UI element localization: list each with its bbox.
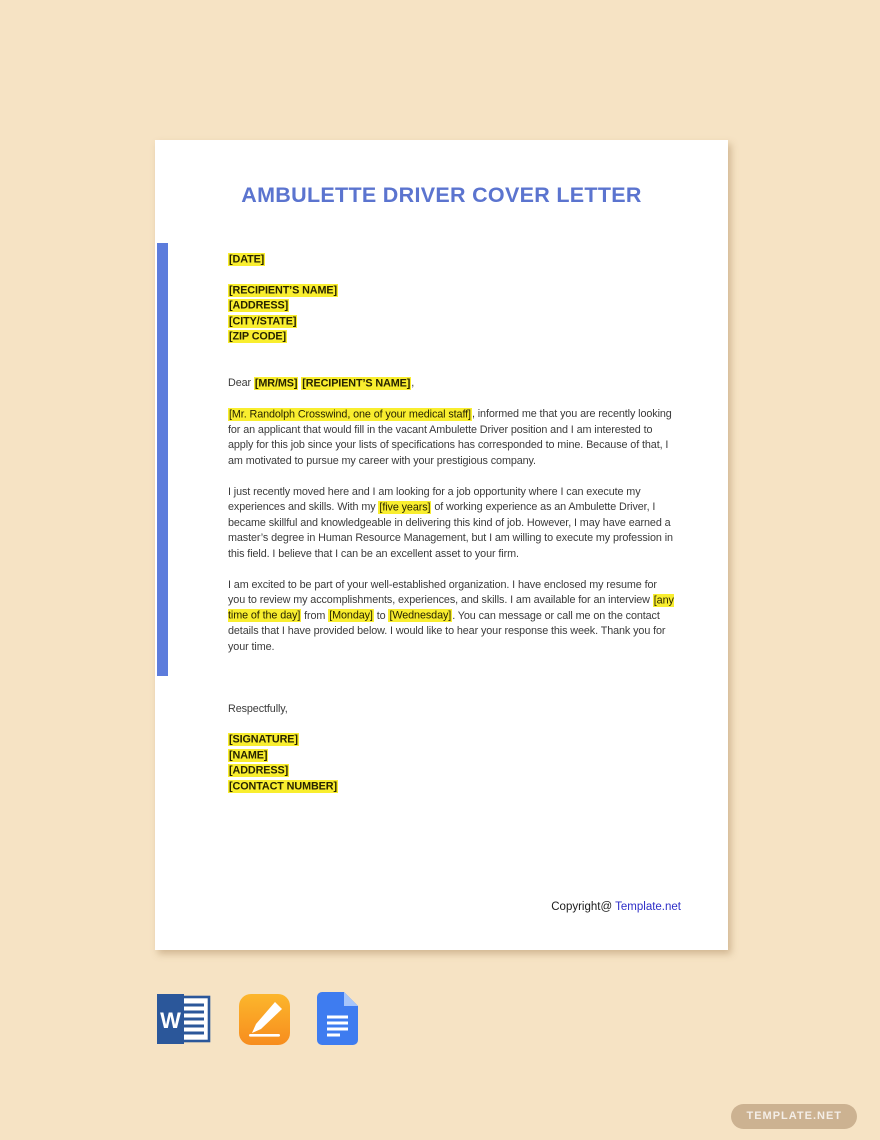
placeholder-line [228,779,674,795]
placeholder-line [228,733,674,749]
date-placeholder: [DATE] [229,253,265,265]
signature-block [228,733,674,795]
placeholder-line [228,299,674,315]
paragraph-3 [228,578,674,656]
body-text: to [373,609,389,622]
body-text: I am excited to be part of your well-established organization. I have enclosed my resume for you to review my accomplishments, experiences, and skills. I am available for an interview [228,578,657,606]
letter-content [228,252,674,795]
placeholder-text: [five years] [379,501,431,513]
placeholder-text: [Wednesday] [389,609,452,622]
placeholder-text: [MR/MS] [254,377,298,389]
copyright-line [551,901,681,913]
paragraph-2 [228,485,674,563]
placeholder-text: [RECIPIENT’S NAME] [229,284,337,296]
document-page [155,140,728,950]
placeholder-text: [NAME] [229,749,268,761]
file-format-icons-row [155,992,358,1045]
google-docs-icon[interactable] [317,992,358,1045]
placeholder-text: [Mr. Randolph Crosswind, one of your medical staff] [229,408,471,420]
body-text: from [301,609,329,622]
placeholder-text: [RECIPIENT’S NAME] [302,377,411,389]
body-text: , [411,377,415,389]
placeholder-text: [any time of the day] [228,594,674,622]
closing-line: Respectfully, [228,702,288,715]
body-text: of working experience as an Ambulette Driver, I became skillful and knowledgeable in delivering this kind of job. However, I may have earned a master’s degree in Human Resource Management, but I am willing to execute my profession in this field. I believe that I can be an excellent asset to your firm. [228,501,673,560]
template-net-watermark: TEMPLATE.NET [731,1104,857,1129]
placeholder-text: [CONTACT NUMBER] [229,780,337,792]
placeholder-line [228,283,674,299]
placeholder-text: [SIGNATURE] [229,733,298,746]
accent-bar [157,243,168,676]
paragraph-1 [228,407,674,469]
copyright-prefix: Copyright@ [551,901,616,913]
date-line [228,252,674,268]
word-w-glyph: W [160,1008,181,1033]
microsoft-word-icon[interactable] [155,994,212,1045]
body-text: Dear [228,377,254,389]
placeholder-text: [ZIP CODE] [229,330,286,343]
body-text: . You can message or call me on the contact details that I have provided below. I would like to hear your response this week. Thank you for your time. [228,609,666,653]
placeholder-text: [CITY/STATE] [229,315,297,327]
placeholder-line [228,748,674,764]
placeholder-line [228,330,674,346]
placeholder-text: [ADDRESS] [229,299,289,312]
page-title: AMBULETTE DRIVER COVER LETTER [241,183,642,207]
recipient-address-block [228,283,674,345]
placeholder-text: [ADDRESS] [229,764,289,777]
letter-body [228,376,674,655]
apple-pages-icon[interactable] [239,994,290,1045]
template-net-link[interactable]: Template.net [615,901,681,913]
placeholder-text: [Monday] [329,609,373,622]
placeholder-line [228,314,674,330]
body-text: , informed me that you are recently looking for an applicant that would fill in the vacant Ambulette Driver position and I am interested to apply for this job since your lists of specifications has corresponded to mine. Because of that, I am motivated to pursue my career with your prestigious company. [228,408,672,467]
body-text: I just recently moved here and I am looking for a job opportunity where I can execute my experiences and skills. With my [228,485,641,513]
placeholder-line [228,764,674,780]
salutation [228,376,674,392]
